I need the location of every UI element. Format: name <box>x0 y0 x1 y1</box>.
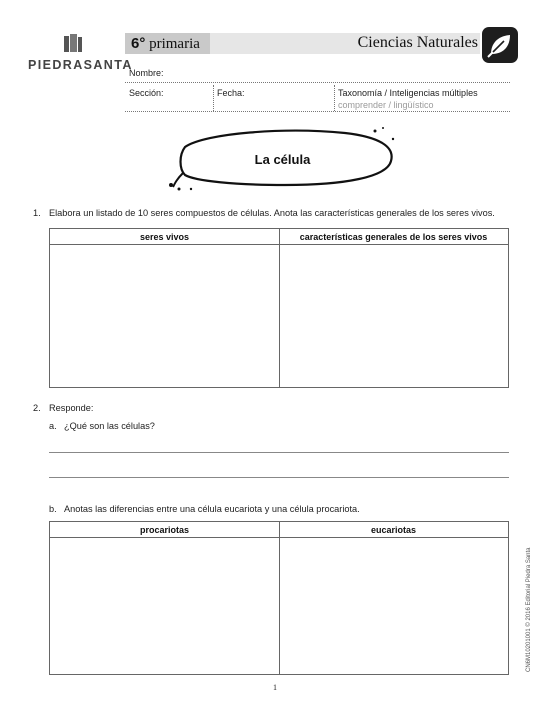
section-date-field[interactable] <box>125 111 510 112</box>
answer-line[interactable] <box>49 477 509 478</box>
q1-number: 1. <box>33 208 41 218</box>
table-column-divider <box>279 229 280 387</box>
q2b-table <box>49 521 509 675</box>
page-number: 1 <box>273 683 277 692</box>
competency-label: Taxonomía / Inteligencias múltiples <box>338 88 478 98</box>
q1-column-header: características generales de los seres vivos <box>299 232 488 242</box>
subject-title: Ciencias Naturales <box>357 34 478 51</box>
q2a-text: ¿Qué son las células? <box>64 421 155 431</box>
grade-label <box>131 35 200 53</box>
q1-answer-cell[interactable] <box>281 247 506 385</box>
q2b-text: Anotas las diferencias entre una célula eucariota y una célula procariota. <box>64 504 360 514</box>
field-divider <box>334 85 335 111</box>
piedrasanta-logo-icon <box>62 34 84 54</box>
q2a-letter: a. <box>49 421 57 431</box>
q1-column-header: seres vivos <box>139 232 190 242</box>
publisher-name: PIEDRASANTA <box>28 58 133 72</box>
name-label: Nombre: <box>129 68 164 78</box>
leaf-icon <box>482 27 518 63</box>
q2b-answer-cell[interactable] <box>52 540 277 672</box>
field-divider <box>213 85 214 111</box>
worksheet-title: La célula <box>254 152 311 167</box>
table-column-divider <box>279 522 280 674</box>
q1-table <box>49 228 509 388</box>
q2-number: 2. <box>33 403 41 413</box>
copyright-code: CN6M10201001 © 2016 Editorial Piedra Santa <box>526 547 532 672</box>
date-label: Fecha: <box>217 88 245 98</box>
competency-detail: comprender / lingüístico <box>338 100 434 110</box>
q2b-answer-cell[interactable] <box>281 540 506 672</box>
q1-answer-cell[interactable] <box>52 247 277 385</box>
q2b-column-header: procariotas <box>139 525 190 535</box>
grade-level: primaria <box>149 36 200 52</box>
grade-number: 6° <box>131 35 146 52</box>
q1-text: Elabora un listado de 10 seres compuestos de células. Anota las características generales de los seres vivos. <box>49 208 495 218</box>
section-label: Sección: <box>129 88 164 98</box>
q2b-letter: b. <box>49 504 57 514</box>
name-field[interactable] <box>125 82 510 83</box>
answer-line[interactable] <box>49 452 509 453</box>
q2b-column-header: eucariotas <box>370 525 417 535</box>
q2-text: Responde: <box>49 403 94 413</box>
subject-badge <box>482 27 518 63</box>
